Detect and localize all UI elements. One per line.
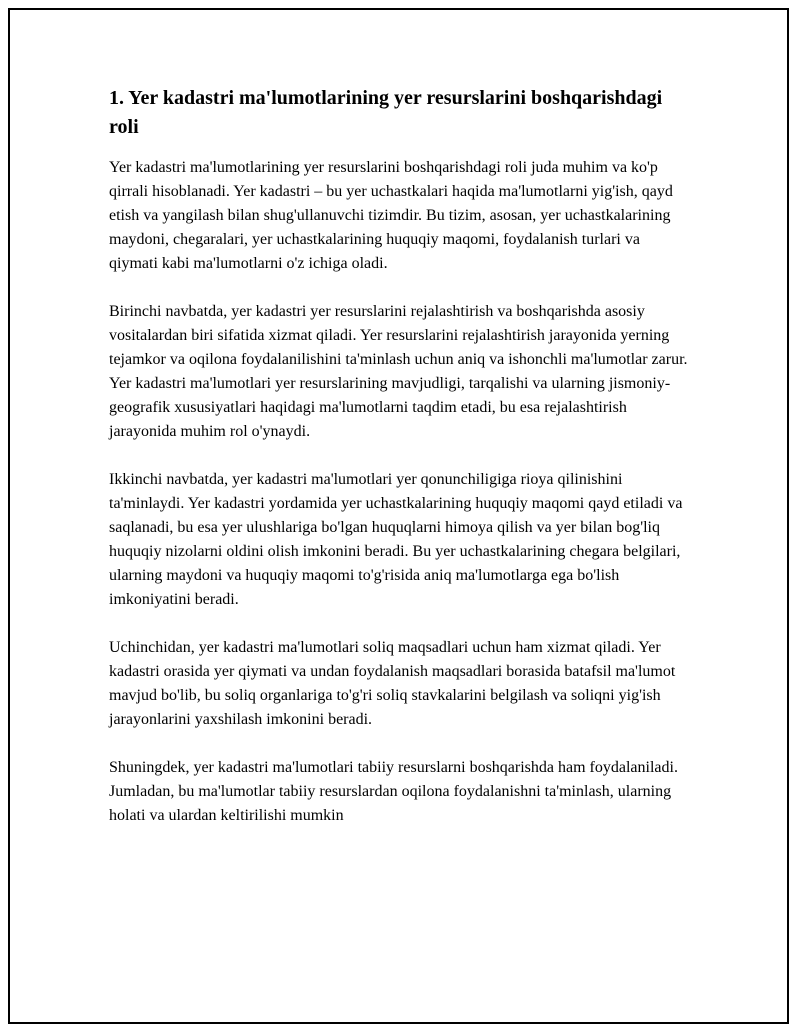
paragraph-3: Ikkinchi navbatda, yer kadastri ma'lumotlari yer qonunchiligiga rioya qilinishini ta'minlaydi. Yer kadastri yordamida yer uchastkalarining huquqiy maqomi qayd etiladi va saqlanadi, bu esa yer ulushlariga bo'lgan huquqlarni himoya qilish va yer bilan bog'liq huquqiy nizolarni oldini olish imkonini beradi. Bu yer uchastkalarining chegara belgilari, ularning maydoni va huquqiy maqomi to'g'risida aniq ma'lumotlarga ega bo'lish imkoniyatini beradi. (109, 471, 683, 608)
paragraph-4: Uchinchidan, yer kadastri ma'lumotlari soliq maqsadlari uchun ham xizmat qiladi. Yer kadastri orasida yer qiymati va undan foydalanish maqsadlari borasida batafsil ma'lumot mavjud bo'lib, bu soliq organlariga to'g'ri soliq stavkalarini belgilash va soliqni yig'ish jarayonlarini yaxshilash imkonini beradi. (109, 639, 676, 728)
paragraph-5: Shuningdek, yer kadastri ma'lumotlari tabiiy resurslarni boshqarishda ham foydalaniladi. Jumladan, bu ma'lumotlar tabiiy resurslardan oqilona foydalanishni ta'minlash, ularning holati va ulardan keltirilishi mumkin (109, 759, 678, 824)
document-body (109, 84, 689, 852)
paragraph-2: Birinchi navbatda, yer kadastri yer resurslarini rejalashtirish va boshqarishda asosiy vositalardan biri sifatida xizmat qiladi. Yer resurslarini rejalashtirish jarayonida yerning tejamkor va oqilona foydalanilishini ta'minlash uchun aniq va ishonchli ma'lumotlar zarur. Yer kadastri ma'lumotlari yer resurslarining mavjudligi, tarqalishi va ularning jismoniy-geografik xususiyatlari haqidagi ma'lumotlarni taqdim etadi, bu esa rejalashtirish jarayonida muhim rol o'ynaydi. (109, 303, 688, 440)
paragraph-1: Yer kadastri ma'lumotlarining yer resurslarini boshqarishdagi roli juda muhim va ko'p qirrali hisoblanadi. Yer kadastri – bu yer uchastkalari haqida ma'lumotlarni yig'ish, qayd etish va yangilash bilan shug'ullanuvchi tizimdir. Bu tizim, asosan, yer uchastkalarining maydoni, chegaralari, yer uchastkalarining huquqiy maqomi, foydalanish turlari va qiymati kabi ma'lumotlarni o'z ichiga oladi. (109, 159, 673, 272)
section-heading: 1. Yer kadastri ma'lumotlarining yer resurslarini boshqarishdagi roli (109, 87, 663, 138)
